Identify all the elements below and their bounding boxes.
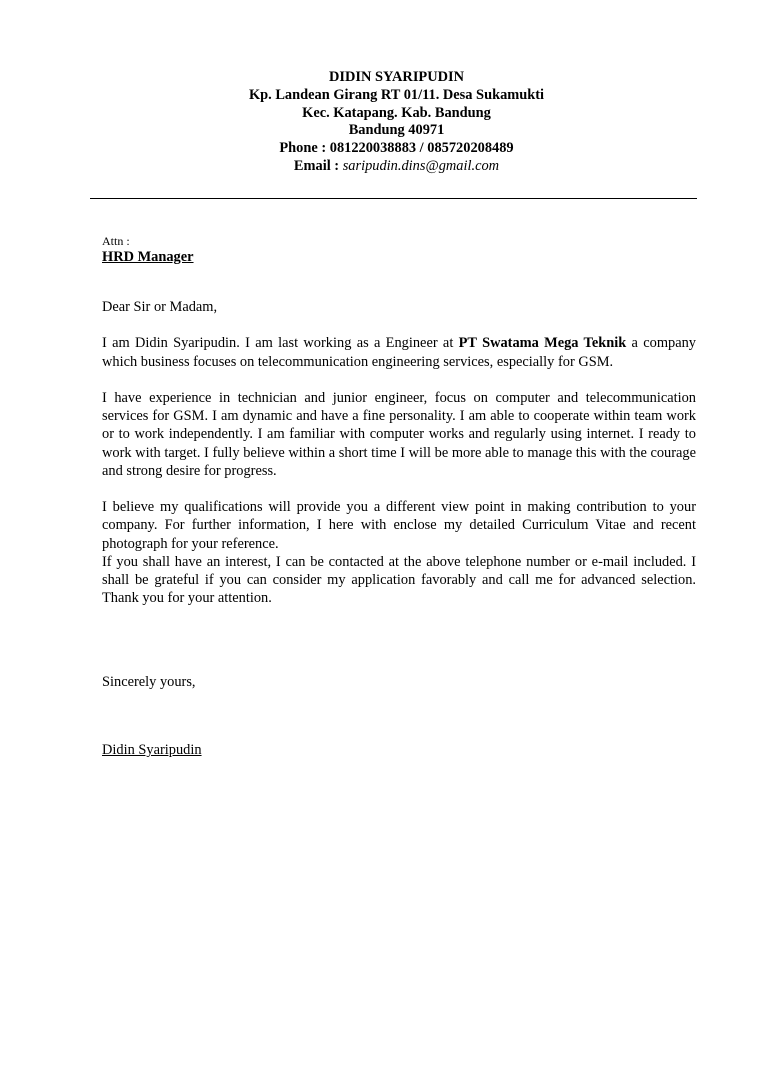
sender-address-line-3: Bandung 40971 [348,122,445,139]
letterhead-divider [90,198,697,199]
closing: Sincerely yours, [102,674,196,690]
sender-address-line-1: Kp. Landean Girang RT 01/11. Desa Sukamukti [248,86,545,103]
salutation: Dear Sir or Madam, [102,299,218,315]
paragraph-qualifications: I believe my qualifications will provide you a different view point in making contribution to your company. For further information, I here with enclose my detailed Curriculum Vitae and recent photograph for your reference. [102,499,696,552]
sender-email [0,158,768,176]
email-label: Email : [293,157,340,174]
sender-name: DIDIN SYARIPUDIN [328,69,464,85]
letterhead [0,69,768,176]
letter-body [102,298,696,626]
paragraph-contact: If you shall have an interest, I can be contacted at the above telephone number or e-mail included. I shall be grateful if you can consider my application favorably and call me for advanced selection. Thank you for your attention. [102,553,696,607]
company-name: PT Swatama Mega Teknik [458,335,627,352]
paragraph-intro-end: a company which business focuses on telecommunication engineering services, especially for GSM. [102,335,696,370]
email-value: saripudin.dins@gmail.com [342,157,500,174]
paragraph-intro-start: I am Didin Syaripudin. I am last working as a Engineer at [102,335,459,352]
paragraph-intro [102,334,696,370]
paragraph-experience: I have experience in technician and junior engineer, focus on computer and telecommunication services for GSM. I am dynamic and have a fine personality. I am able to cooperate within team work or to work independently. I am familiar with computer works and regularly using internet. I ready to work with target. I fully believe within a short time I will be more able to manage this with the courage and strong desire for progress. [102,389,696,479]
signature: Didin Syaripudin [102,742,202,758]
recipient: HRD Manager [102,249,194,265]
sender-address-line-2: Kec. Katapang. Kab. Bandung [302,104,491,121]
attn-label: Attn : [102,234,130,248]
sender-phone: Phone : 081220038883 / 085720208489 [279,140,514,157]
